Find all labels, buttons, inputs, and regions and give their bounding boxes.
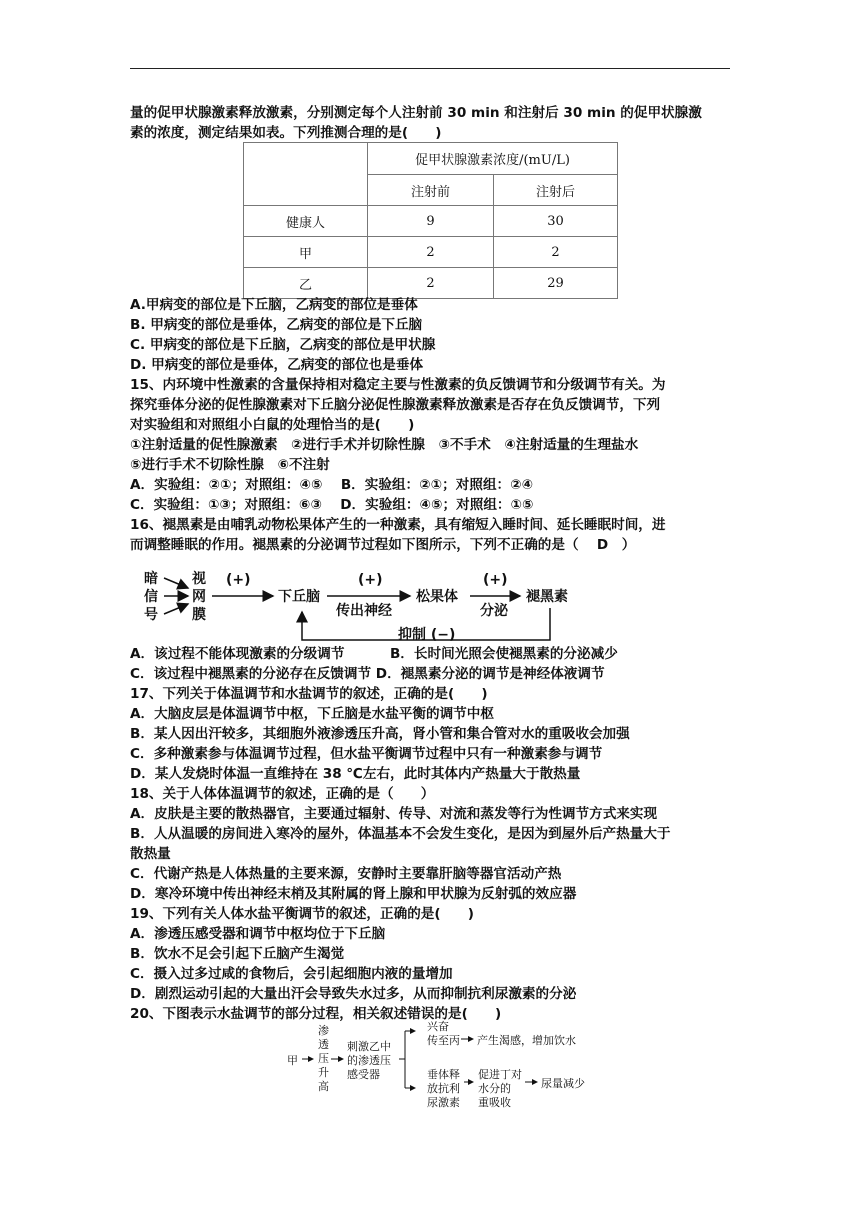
table-row (244, 206, 618, 237)
stimulate-label-3: 感受器 (347, 1068, 380, 1081)
q19-option-a: A．渗透压感受器和调节中枢均位于下丘脑 (130, 926, 386, 942)
stimulate-label-2: 的渗透压 (347, 1054, 391, 1067)
q14-line-1: 量的促甲状腺激素释放激素，分别测定每个人注射前 30 min 和注射后 30 min 的促甲状腺激 (130, 105, 702, 121)
q20-stem: 20、下图表示水盐调节的部分过程，相关叙述错误的是( ) (130, 1006, 502, 1022)
q17-option-a: A．大脑皮层是体温调节中枢，下丘脑是水盐平衡的调节中枢 (130, 706, 494, 722)
osmo-label-3: 压 (318, 1052, 329, 1065)
q18-stem: 18、关于人体体温调节的叙述，正确的是（ ） (130, 786, 435, 802)
dark-label: 暗 (144, 571, 158, 587)
row-before: 2 (368, 237, 494, 268)
osmo-label-4: 升 (318, 1066, 329, 1079)
row-after: 29 (494, 268, 618, 299)
table-header-before: 注射前 (368, 175, 494, 206)
melatonin-label: 褪黑素 (526, 589, 568, 605)
hypothalamus-label: 下丘脑 (278, 589, 320, 605)
q14-option-c: C. 甲病变的部位是下丘脑，乙病变的部位是甲状腺 (130, 337, 436, 353)
header-rule (130, 68, 730, 69)
inhibit-label: 抑制 (−) (398, 627, 456, 643)
table-header-group: 促甲状腺激素浓度/(mU/L) (368, 143, 618, 175)
q17-option-d: D．某人发烧时体温一直维持在 38 ℃左右，此时其体内产热量大于散热量 (130, 766, 581, 782)
table-header-after: 注射后 (494, 175, 618, 206)
q16-options-ab: A．该过程不能体现激素的分级调节 B．长时间光照会使褪黑素的分泌减少 (130, 646, 618, 662)
q16-stem-2: 而调整睡眠的作用。褪黑素的分泌调节过程如下图所示，下列不正确的是（ D ） (130, 537, 636, 553)
q15-items-2: ⑤进行手术不切除性腺 ⑥不注射 (130, 457, 330, 473)
promote-label-1: 促进丁对 (478, 1068, 522, 1081)
thirst-label: 产生渴感，增加饮水 (477, 1034, 576, 1047)
q16-stem-1: 16、褪黑素是由哺乳动物松果体产生的一种激素，具有缩短入睡时间、延长睡眠时间，进 (130, 517, 666, 533)
osmo-label-1: 渗 (318, 1024, 329, 1037)
q14-option-d: D. 甲病变的部位是垂体，乙病变的部位也是垂体 (130, 357, 424, 373)
q18-option-a: A．皮肤是主要的散热器官，主要通过辐射、传导、对流和蒸发等行为性调节方式来实现 (130, 806, 658, 822)
table-row (244, 268, 618, 299)
plus-label-1: (+) (226, 572, 251, 588)
q15-items-1: ①注射适量的促性腺激素 ②进行手术并切除性腺 ③不手术 ④注射适量的生理盐水 (130, 437, 639, 453)
retina-label-1: 视 (192, 571, 206, 587)
osmo-label-2: 透 (318, 1038, 329, 1051)
q14-line-2: 素的浓度，测定结果如表。下列推测合理的是( ) (130, 125, 442, 141)
q15-options-ab: A．实验组：②①；对照组：④⑤ B．实验组：②①；对照组：②④ (130, 477, 534, 493)
row-label: 乙 (244, 268, 368, 299)
q19-option-c: C．摄入过多过咸的食物后，会引起细胞内液的量增加 (130, 966, 453, 982)
table-corner (244, 143, 368, 206)
q19-option-d: D．剧烈运动引起的大量出汗会导致失水过多，从而抑制抗利尿激素的分泌 (130, 986, 577, 1002)
q17-option-b: B．某人因出汗较多，其细胞外液渗透压升高，肾小管和集合管对水的重吸收会加强 (130, 726, 630, 742)
q15-options-cd: C．实验组：①③；对照组：⑥③ D．实验组：④⑤；对照组：①⑤ (130, 497, 534, 513)
plus-label-3: (+) (483, 572, 508, 588)
pituitary-label-1: 垂体释 (427, 1068, 460, 1081)
row-before: 2 (368, 268, 494, 299)
tsh-table (243, 142, 618, 299)
row-before: 9 (368, 206, 494, 237)
q17-stem: 17、下列关于体温调节和水盐调节的叙述，正确的是( ) (130, 686, 488, 702)
promote-label-3: 重吸收 (478, 1096, 511, 1109)
nerve-label: 传出神经 (336, 603, 392, 619)
excite-label-1: 兴奋 (427, 1020, 449, 1033)
q19-stem: 19、下列有关人体水盐平衡调节的叙述，正确的是( ) (130, 906, 474, 922)
q18-option-b: B．人从温暖的房间进入寒冷的屋外，体温基本不会发生变化，是因为到屋外后产热量大于 (130, 826, 671, 842)
q18-option-c: C．代谢产热是人体热量的主要来源，安静时主要靠肝脑等器官活动产热 (130, 866, 562, 882)
plus-label-2: (+) (358, 572, 383, 588)
row-after: 2 (494, 237, 618, 268)
table-row (244, 237, 618, 268)
q19-option-b: B．饮水不足会引起下丘脑产生渴觉 (130, 946, 345, 962)
q18-option-d: D．寒冷环境中传出神经末梢及其附属的肾上腺和甲状腺为反射弧的效应器 (130, 886, 577, 902)
q15-stem-2: 探究垂体分泌的促性腺激素对下丘脑分泌促性腺激素释放激素是否存在负反馈调节，下列 (130, 397, 661, 413)
excite-label-2: 传至丙 (427, 1034, 460, 1047)
q16-options-cd: C．该过程中褪黑素的分泌存在反馈调节 D．褪黑素分泌的调节是神经体液调节 (130, 666, 605, 682)
pituitary-label-3: 尿激素 (427, 1096, 460, 1109)
secrete-label: 分泌 (480, 603, 508, 619)
water-salt-diagram (285, 1018, 630, 1108)
q15-stem-1: 15、内环境中性激素的含量保持相对稳定主要与性激素的负反馈调节和分级调节有关。为 (130, 377, 666, 393)
pituitary-label-2: 放抗利 (427, 1082, 460, 1095)
pineal-label: 松果体 (416, 589, 458, 605)
osmo-label-5: 高 (318, 1080, 329, 1093)
urine-label: 尿量减少 (541, 1077, 585, 1090)
q15-stem-3: 对实验组和对照组小白鼠的处理恰当的是( ) (130, 417, 415, 433)
q14-option-b: B. 甲病变的部位是垂体，乙病变的部位是下丘脑 (130, 317, 423, 333)
q14-option-a: A.甲病变的部位是下丘脑，乙病变的部位是垂体 (130, 297, 418, 313)
retina-label-3: 膜 (192, 607, 206, 623)
retina-label-2: 网 (192, 589, 206, 605)
row-label: 健康人 (244, 206, 368, 237)
stimulate-label-1: 刺激乙中 (347, 1040, 391, 1053)
jia-label: 甲 (287, 1054, 298, 1067)
q18-option-b-cont: 散热量 (130, 846, 171, 862)
melatonin-diagram (140, 568, 620, 653)
signal-label-1: 信 (144, 589, 158, 605)
q17-option-c: C．多种激素参与体温调节过程，但水盐平衡调节过程中只有一种激素参与调节 (130, 746, 603, 762)
signal-label-2: 号 (144, 607, 158, 623)
promote-label-2: 水分的 (478, 1082, 511, 1095)
row-label: 甲 (244, 237, 368, 268)
row-after: 30 (494, 206, 618, 237)
